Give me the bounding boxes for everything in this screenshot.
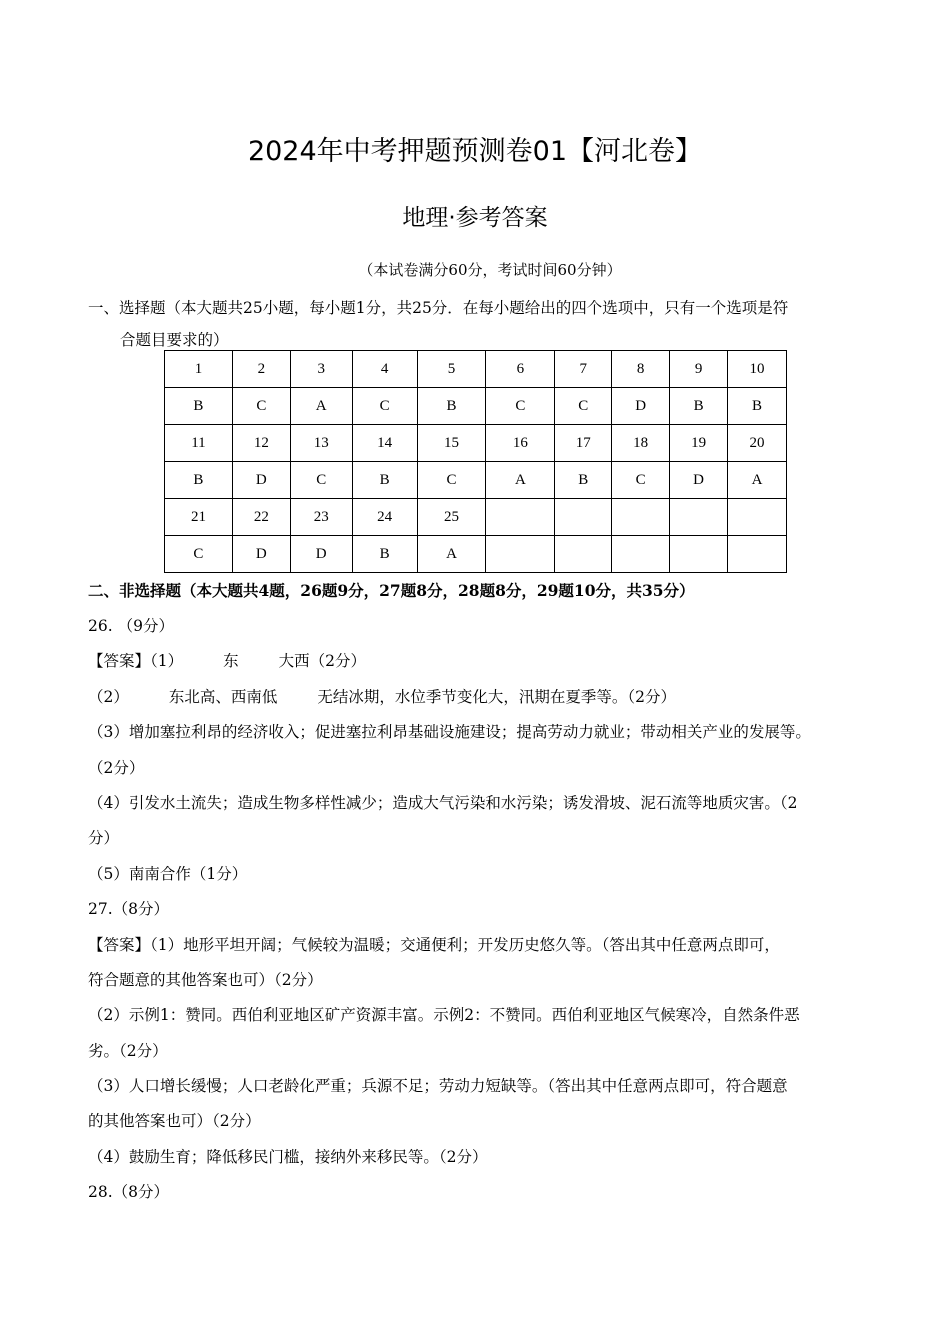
table-row: [165, 351, 787, 388]
q26-answer-3-line1: （3）增加塞拉利昂的经济收入；促进塞拉利昂基础设施建设；提高劳动力就业；带动相关产业的发展等。: [88, 723, 811, 742]
table-cell: A: [417, 536, 486, 573]
table-cell: 6: [486, 351, 555, 388]
section1-heading-line2: 合题目要求的）: [120, 331, 229, 349]
table-cell: 9: [670, 351, 728, 388]
table-cell: 4: [352, 351, 417, 388]
q27-answer-2-line1: （2）示例1：赞同。西伯利亚地区矿产资源丰富。示例2：不赞同。西伯利亚地区气候寒冷，自然条件恶: [88, 1006, 800, 1025]
table-cell: [728, 499, 787, 536]
table-cell: 12: [232, 425, 290, 462]
table-cell: C: [165, 536, 233, 573]
table-cell: [486, 499, 555, 536]
table-cell: 15: [417, 425, 486, 462]
q26-answer-4-line1: （4）引发水土流失；造成生物多样性减少；造成大气污染和水污染；诱发滑坡、泥石流等地质灾害。（2: [88, 793, 798, 812]
q27-title: 27.（8分）: [88, 900, 170, 919]
q26-answer-1: [88, 647, 878, 682]
table-cell: 24: [352, 499, 417, 536]
table-cell: 5: [417, 351, 486, 388]
q27-answer-4: （4）鼓励生育；降低移民门槛，接纳外来移民等。（2分）: [88, 1147, 488, 1166]
table-cell: 11: [165, 425, 233, 462]
section2-heading: 二、非选择题（本大题共4题，26题9分，27题8分，28题8分，29题10分，共35分）: [88, 581, 695, 600]
table-cell: 7: [555, 351, 612, 388]
q26-a1-value1: 东: [223, 652, 239, 671]
table-cell: 2: [232, 351, 290, 388]
q27-answer-3-line2: 的其他答案也可）（2分）: [88, 1112, 261, 1131]
table-cell: C: [417, 462, 486, 499]
table-cell: 18: [612, 425, 670, 462]
answers-body: [88, 612, 878, 1214]
table-cell: 16: [486, 425, 555, 462]
table-cell: A: [290, 388, 352, 425]
table-cell: B: [728, 388, 787, 425]
table-cell: 20: [728, 425, 787, 462]
q26-answer-3-line2: （2分）: [88, 758, 145, 777]
page-title: 2024年中考押题预测卷01【河北卷】: [247, 136, 703, 167]
table-cell: 8: [612, 351, 670, 388]
q28-title: 28.（8分）: [88, 1183, 170, 1202]
q27-answer-3-line1: （3）人口增长缓慢；人口老龄化严重；兵源不足；劳动力短缺等。（答出其中任意两点即可，符合题意: [88, 1077, 788, 1096]
table-row: [165, 425, 787, 462]
q26-a1-prefix: 【答案】（1）: [88, 652, 184, 671]
table-row: [165, 388, 787, 425]
table-cell: 3: [290, 351, 352, 388]
table-cell: A: [728, 462, 787, 499]
table-cell: 1: [165, 351, 233, 388]
table-row: [165, 499, 787, 536]
table-cell: D: [612, 388, 670, 425]
table-cell: 22: [232, 499, 290, 536]
q26-answer-5: （5）南南合作（1分）: [88, 864, 248, 883]
q27-answer-1-line2: 符合题意的其他答案也可）（2分）: [88, 970, 323, 989]
table-cell: D: [290, 536, 352, 573]
table-cell: C: [232, 388, 290, 425]
table-cell: [555, 499, 612, 536]
q26-a2-value2: 无结冰期，水位季节变化大，汛期在夏季等。（2分）: [317, 687, 677, 706]
table-cell: [670, 536, 728, 573]
q26-a2-prefix: （2）: [88, 687, 129, 706]
table-cell: C: [290, 462, 352, 499]
table-cell: 17: [555, 425, 612, 462]
table-cell: 25: [417, 499, 486, 536]
table-cell: [555, 536, 612, 573]
table-cell: D: [232, 462, 290, 499]
q27-answer-1-line1: 【答案】（1）地形平坦开阔；气候较为温暖；交通便利；开发历史悠久等。（答出其中任意两点即可，: [88, 935, 780, 954]
table-cell: 19: [670, 425, 728, 462]
section1-heading: [88, 292, 878, 356]
table-cell: [670, 499, 728, 536]
table-row: [165, 536, 787, 573]
q26-answer-2: [88, 683, 878, 718]
section1-heading-line1: 一、选择题（本大题共25小题，每小题1分，共25分．在每小题给出的四个选项中，只有一个选项是符: [88, 299, 789, 317]
page-subtitle: 地理·参考答案: [402, 205, 548, 231]
table-cell: B: [555, 462, 612, 499]
table-cell: C: [352, 388, 417, 425]
table-cell: [612, 499, 670, 536]
table-cell: D: [232, 536, 290, 573]
exam-note: （本试卷满分60分，考试时间60分钟）: [358, 261, 622, 279]
answer-table: [164, 350, 787, 573]
table-cell: 10: [728, 351, 787, 388]
table-cell: 14: [352, 425, 417, 462]
q26-answer-4-line2: 分）: [88, 829, 120, 848]
table-cell: [728, 536, 787, 573]
q26-title: 26. （9分）: [88, 617, 174, 635]
q27-answer-2-line2: 劣。（2分）: [88, 1041, 168, 1060]
table-cell: 23: [290, 499, 352, 536]
table-cell: [486, 536, 555, 573]
q26-a1-value2: 大西（2分）: [278, 652, 367, 671]
table-cell: B: [670, 388, 728, 425]
table-cell: 13: [290, 425, 352, 462]
table-cell: C: [555, 388, 612, 425]
table-row: [165, 462, 787, 499]
q26-a2-value1: 东北高、西南低: [168, 687, 278, 706]
table-cell: B: [352, 462, 417, 499]
table-cell: B: [165, 462, 233, 499]
table-cell: D: [670, 462, 728, 499]
table-cell: 21: [165, 499, 233, 536]
table-cell: C: [486, 388, 555, 425]
table-cell: A: [486, 462, 555, 499]
table-cell: [612, 536, 670, 573]
table-cell: B: [417, 388, 486, 425]
table-cell: C: [612, 462, 670, 499]
table-cell: B: [352, 536, 417, 573]
table-cell: B: [165, 388, 233, 425]
